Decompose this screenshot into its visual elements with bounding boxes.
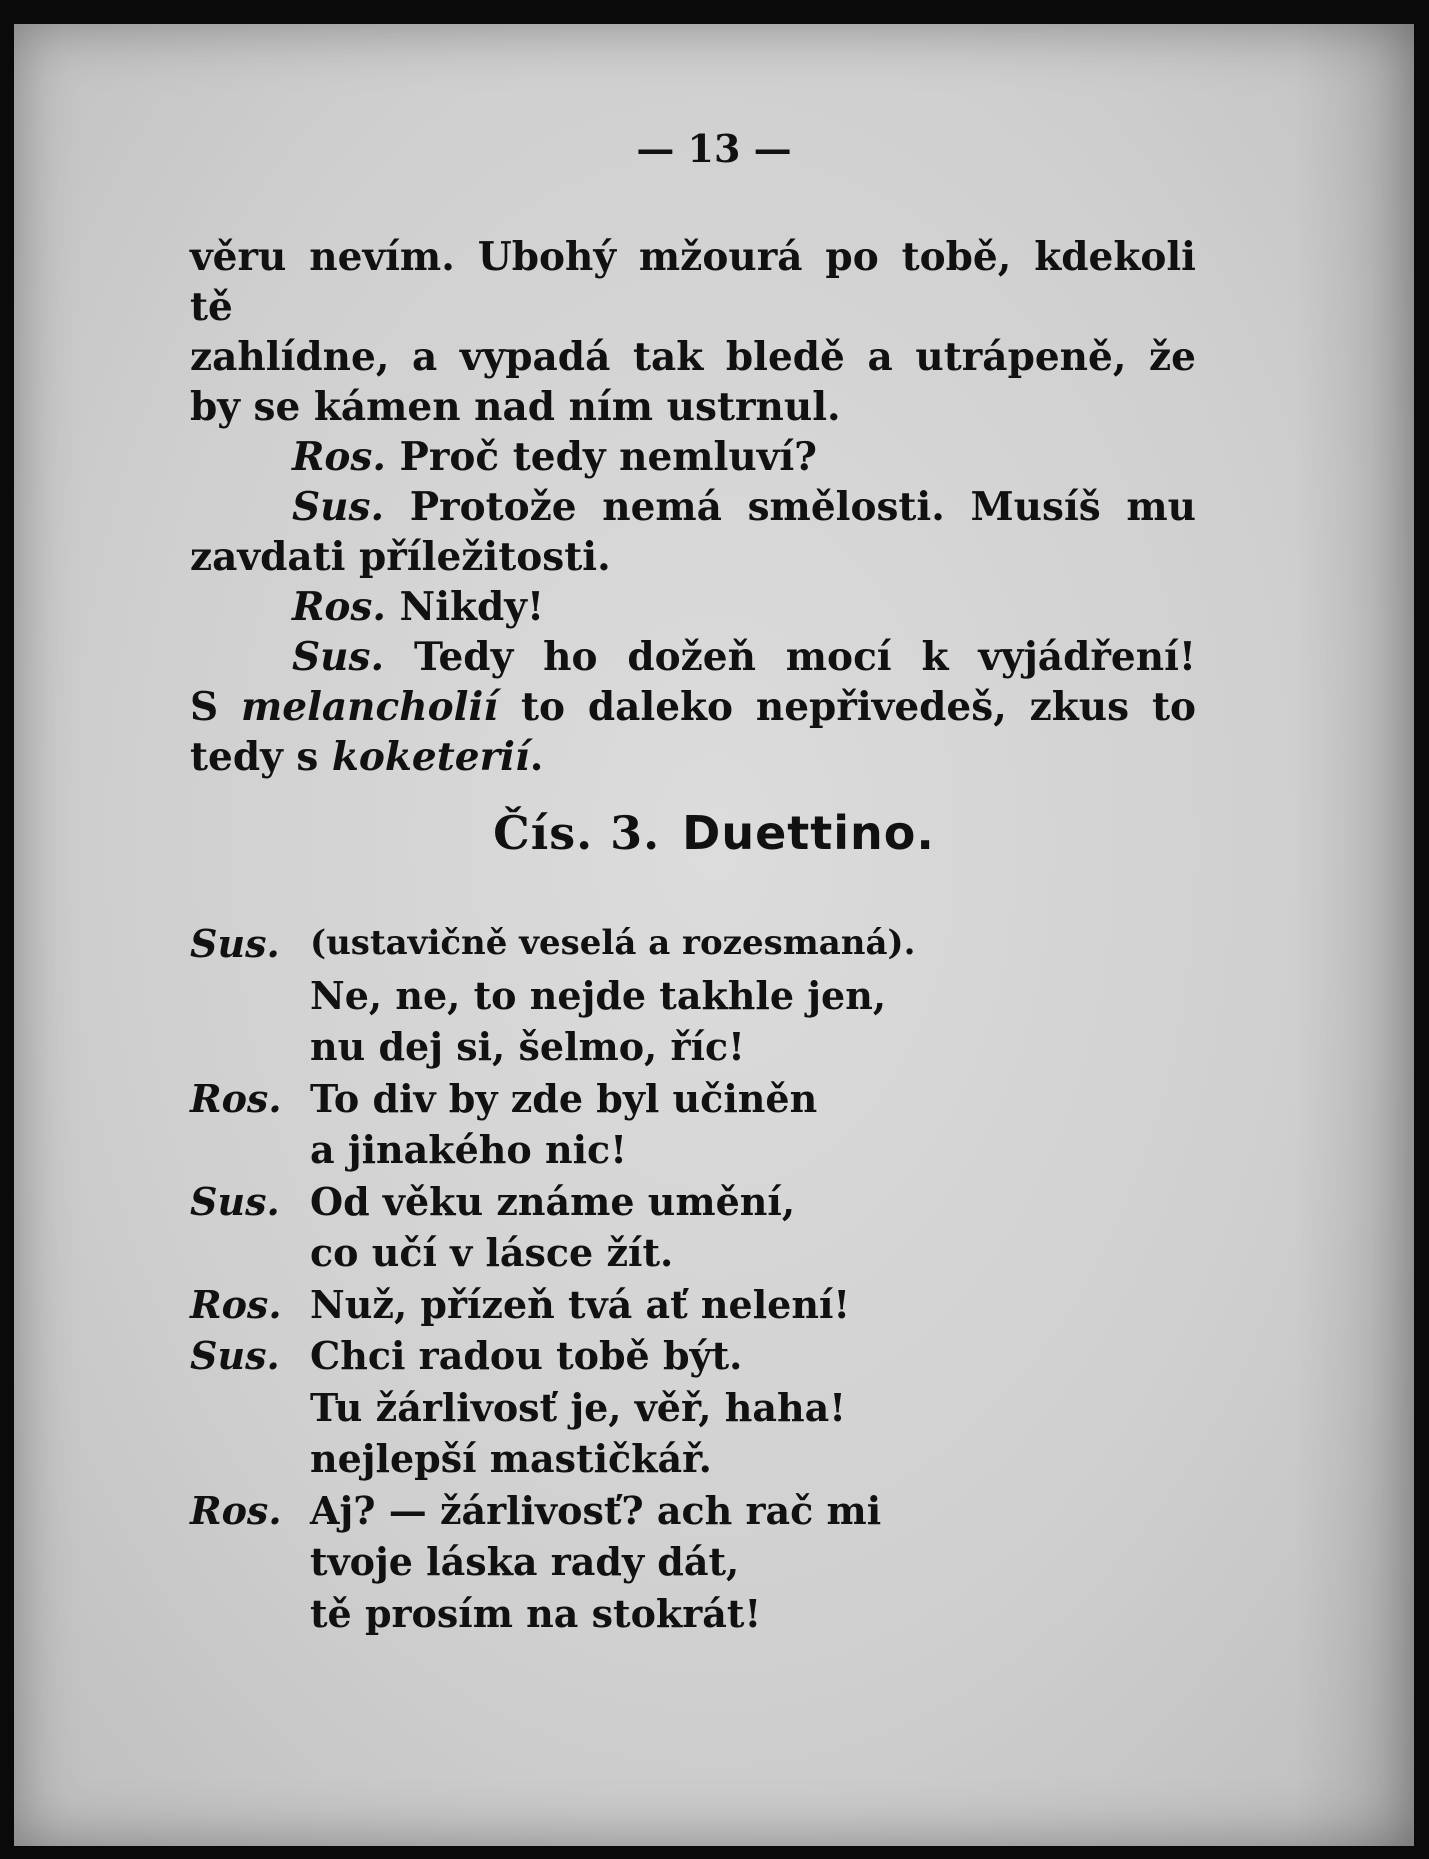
verse-line [190, 1279, 1190, 1331]
speaker-label: Sus. [190, 921, 280, 966]
prose-line: zahlídne, a vypadá tak bledě a utrápeně, že [190, 334, 1196, 380]
verse-text: Nuž, přízeň tvá ať nelení! [310, 1281, 851, 1327]
verse-line [190, 1073, 1190, 1125]
dialogue-text: Tedy ho dožeň mocí k vyjádření! [413, 634, 1196, 680]
verse-line [190, 1536, 1190, 1588]
prose-line: věru nevím. Ubohý mžourá po tobě, kdekoli tě [190, 234, 1196, 330]
verse-text: (ustavičně veselá a rozesmaná). [310, 923, 916, 963]
dialogue-line: zavdati příležitosti. [190, 534, 611, 580]
verse-line [190, 1227, 1190, 1279]
dialogue-line [190, 682, 1196, 732]
verse-text: Ne, ne, to nejde takhle jen, [310, 972, 887, 1018]
verse-text: co učí v lásce žít. [310, 1230, 674, 1275]
text-run: to daleko nepřivedeš, zkus to [498, 684, 1196, 730]
dialogue-text: Protože nemá smělosti. Musíš mu [409, 484, 1196, 530]
dialogue-text: Proč tedy nemluví? [399, 434, 818, 480]
verse-text: Od věku známe umění, [310, 1178, 796, 1224]
speaker-label: Sus. [190, 1333, 280, 1378]
dialogue-line [190, 482, 1196, 532]
dialogue-line [190, 432, 1196, 482]
verse-line [190, 1433, 1190, 1485]
verse-text: tvoje láska rady dát, [310, 1539, 740, 1584]
section-title: Duettino. [682, 806, 935, 860]
dialogue-line [190, 582, 1196, 632]
verse-text: Chci radou tobě být. [310, 1333, 743, 1378]
verse-line [190, 1021, 1190, 1073]
verse-line [190, 1330, 1190, 1382]
text-run: . [529, 734, 544, 780]
dialogue-text: Nikdy! [399, 584, 545, 630]
verse-line [190, 1382, 1190, 1434]
verse-line [190, 1485, 1190, 1537]
text-run: tedy s [190, 734, 332, 780]
speaker-label: Ros. [190, 1075, 282, 1121]
speaker-label: Sus. [292, 484, 385, 530]
speaker-label: Ros. [190, 1281, 282, 1327]
verse-line [190, 1176, 1190, 1228]
verse-section [190, 918, 1190, 1639]
speaker-label: Ros. [190, 1487, 282, 1533]
verse-text: a jinakého nic! [310, 1127, 627, 1172]
verse-text: nu dej si, šelmo, říc! [310, 1024, 745, 1069]
verse-text: Aj? — žárlivosť? ach rač mi [310, 1487, 882, 1533]
verse-line [190, 1124, 1190, 1176]
text-run: S [190, 684, 242, 730]
dialogue-line [190, 632, 1196, 682]
verse-text: nejlepší mastičkář. [310, 1436, 712, 1481]
italic-word: melancholií [241, 684, 499, 730]
speaker-label: Sus. [292, 634, 385, 680]
speaker-label: Ros. [292, 434, 386, 480]
verse-text: tě prosím na stokrát! [310, 1590, 762, 1636]
italic-word: koketerií [331, 734, 530, 780]
speaker-label: Sus. [190, 1178, 280, 1224]
page-number: — 13 — [636, 126, 792, 171]
section-number: Čís. 3. [493, 806, 661, 860]
book-page [14, 24, 1414, 1846]
verse-text: Tu žárlivosť je, věř, haha! [310, 1384, 846, 1430]
section-heading [14, 806, 1414, 860]
speaker-label: Ros. [292, 584, 386, 630]
verse-line [190, 1588, 1190, 1640]
verse-text: To div by zde byl učiněn [310, 1075, 818, 1121]
dialogue-line [190, 732, 1196, 782]
prose-section [190, 232, 1196, 782]
prose-line: by se kámen nad ním ustrnul. [190, 384, 841, 430]
verse-line [190, 970, 1190, 1022]
verse-line [190, 918, 1190, 970]
